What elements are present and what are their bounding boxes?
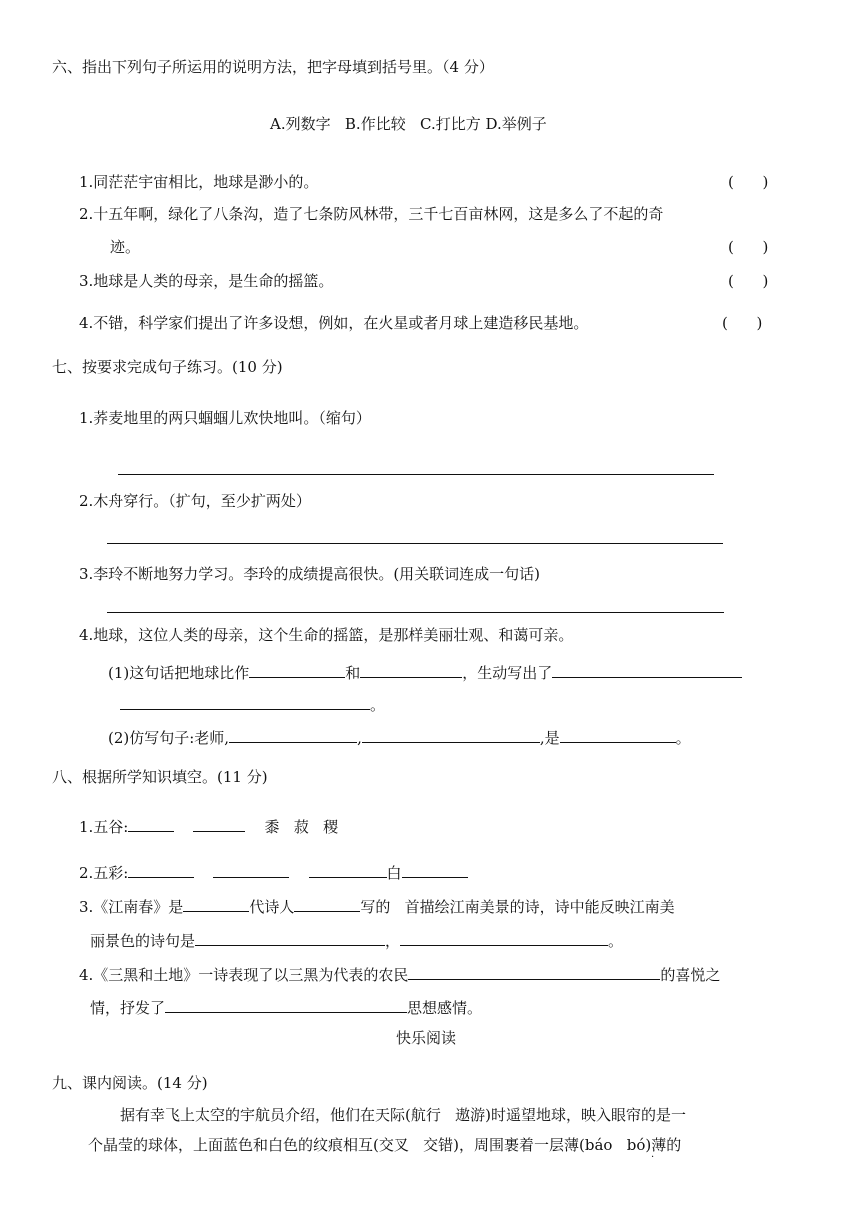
item4-line2: 情，抒发了 — [90, 999, 166, 1017]
section8-heading: 八、根据所学知识填空。(11 分) — [52, 768, 268, 786]
item3-mid1: 代诗人 — [249, 898, 295, 916]
section7-sub1 — [108, 661, 742, 684]
item2-prefix: 2.五彩: — [79, 864, 129, 882]
sub1-mid: 和 — [345, 664, 361, 682]
section7-item-1: 1.荞麦地里的两只蝈蝈儿欢快地叫。（缩句） — [79, 409, 371, 427]
blank-metaphor-2[interactable] — [360, 661, 462, 678]
item4-end: 思想感情。 — [407, 999, 483, 1017]
section6-item-4: 4.不错，科学家们提出了许多设想，例如，在火星或者月球上建造移民基地。 — [79, 314, 589, 332]
item3-end: 。 — [608, 932, 624, 950]
sub2-is: ,是 — [539, 729, 560, 747]
section8-item-1 — [79, 815, 338, 838]
item3-comma: ， — [385, 932, 401, 950]
blank-grain-1[interactable] — [128, 815, 174, 832]
blank-verse-1[interactable] — [195, 929, 385, 946]
blank-verse-2[interactable] — [400, 929, 608, 946]
reading-paragraph-line-1: 据有幸飞上太空的宇航员介绍，他们在天际(航行 遨游)时遥望地球，映入眼帘的是一 — [120, 1106, 687, 1124]
blank-grain-2[interactable] — [193, 815, 245, 832]
section8-item-4 — [79, 963, 720, 986]
sub1-prefix: (1)这句话把地球比作 — [108, 664, 250, 682]
answer-line-2[interactable] — [107, 543, 723, 544]
section6-item-2: 2.十五年啊，绿化了八条沟，造了七条防风林带，三千七百亩林网，这是多么了不起的奇 — [79, 205, 664, 223]
emphasis-dot: · — [651, 1152, 655, 1163]
section6-heading: 六、指出下列句子所运用的说明方法，把字母填到括号里。（4 分） — [52, 58, 494, 76]
section7-sub1-cont — [120, 693, 385, 716]
section7-item-2: 2.木舟穿行。（扩句，至少扩两处） — [79, 492, 311, 510]
blank-feelings[interactable] — [165, 996, 407, 1013]
blank-color-4[interactable] — [402, 861, 468, 878]
happy-reading-title: 快乐阅读 — [396, 1029, 457, 1047]
item4-prefix: 4.《三黑和土地》一诗表现了以三黑为代表的农民 — [79, 966, 409, 984]
item3-prefix: 3.《江南春》是 — [79, 898, 184, 916]
section6-item-2-cont: 迹。 — [110, 238, 141, 256]
blank-metaphor-1[interactable] — [249, 661, 345, 678]
section7-item-3: 3.李玲不断地努力学习。李玲的成绩提高很快。(用关联词连成一句话) — [79, 565, 541, 583]
answer-paren-1[interactable]: ( ) — [728, 173, 769, 191]
section7-sub2 — [108, 726, 691, 749]
section6-item-3: 3.地球是人类的母亲，是生命的摇篮。 — [79, 272, 334, 290]
section7-item-4: 4.地球，这位人类的母亲，这个生命的摇篮，是那样美丽壮观、和蔼可亲。 — [79, 626, 574, 644]
item1-prefix: 1.五谷: — [79, 818, 129, 836]
blank-imitate-1[interactable] — [229, 726, 357, 743]
blank-dynasty[interactable] — [183, 895, 249, 912]
answer-paren-2[interactable]: ( ) — [728, 238, 769, 256]
answer-line-3[interactable] — [107, 612, 724, 613]
item3-line2: 丽景色的诗句是 — [90, 932, 196, 950]
item2-white: 白 — [386, 864, 402, 882]
section8-item-2 — [79, 861, 468, 884]
sub2-end: 。 — [675, 729, 691, 747]
blank-color-2[interactable] — [213, 861, 289, 878]
blank-imitate-2[interactable] — [362, 726, 540, 743]
blank-describes[interactable] — [552, 661, 742, 678]
answer-paren-4[interactable]: ( ) — [722, 314, 763, 332]
blank-color-1[interactable] — [128, 861, 194, 878]
blank-color-3[interactable] — [309, 861, 387, 878]
section8-item-3-cont — [90, 929, 623, 952]
sub2-comma: , — [357, 729, 362, 747]
sub2-prefix: (2)仿写句子:老师, — [108, 729, 230, 747]
blank-farmer[interactable] — [408, 963, 660, 980]
section9-heading: 九、课内阅读。(14 分) — [52, 1074, 208, 1092]
item1-rest: 黍 菽 稷 — [264, 818, 339, 836]
section8-item-4-cont — [90, 996, 482, 1019]
section8-item-3 — [79, 895, 675, 918]
answer-line-1[interactable] — [118, 474, 714, 475]
blank-imitate-3[interactable] — [560, 726, 676, 743]
blank-poet[interactable] — [294, 895, 360, 912]
item4-mid: 的喜悦之 — [660, 966, 721, 984]
section6-options: A.列数字 B.作比较 C.打比方 D.举例子 — [270, 115, 547, 133]
sub1-end: 。 — [370, 696, 386, 714]
blank-describes-cont[interactable] — [120, 693, 370, 710]
answer-paren-3[interactable]: ( ) — [728, 272, 769, 290]
sub1-after: ，生动写出了 — [462, 664, 553, 682]
reading-paragraph-line-2: 个晶莹的球体，上面蓝色和白色的纹痕相互(交叉 交错)，周围裹着一层薄(báo bó)薄的 — [88, 1136, 682, 1154]
item3-mid2: 写的 首描绘江南美景的诗，诗中能反映江南美 — [360, 898, 675, 916]
section7-heading: 七、按要求完成句子练习。(10 分) — [52, 358, 283, 376]
section6-item-1: 1.同茫茫宇宙相比，地球是渺小的。 — [79, 173, 319, 191]
